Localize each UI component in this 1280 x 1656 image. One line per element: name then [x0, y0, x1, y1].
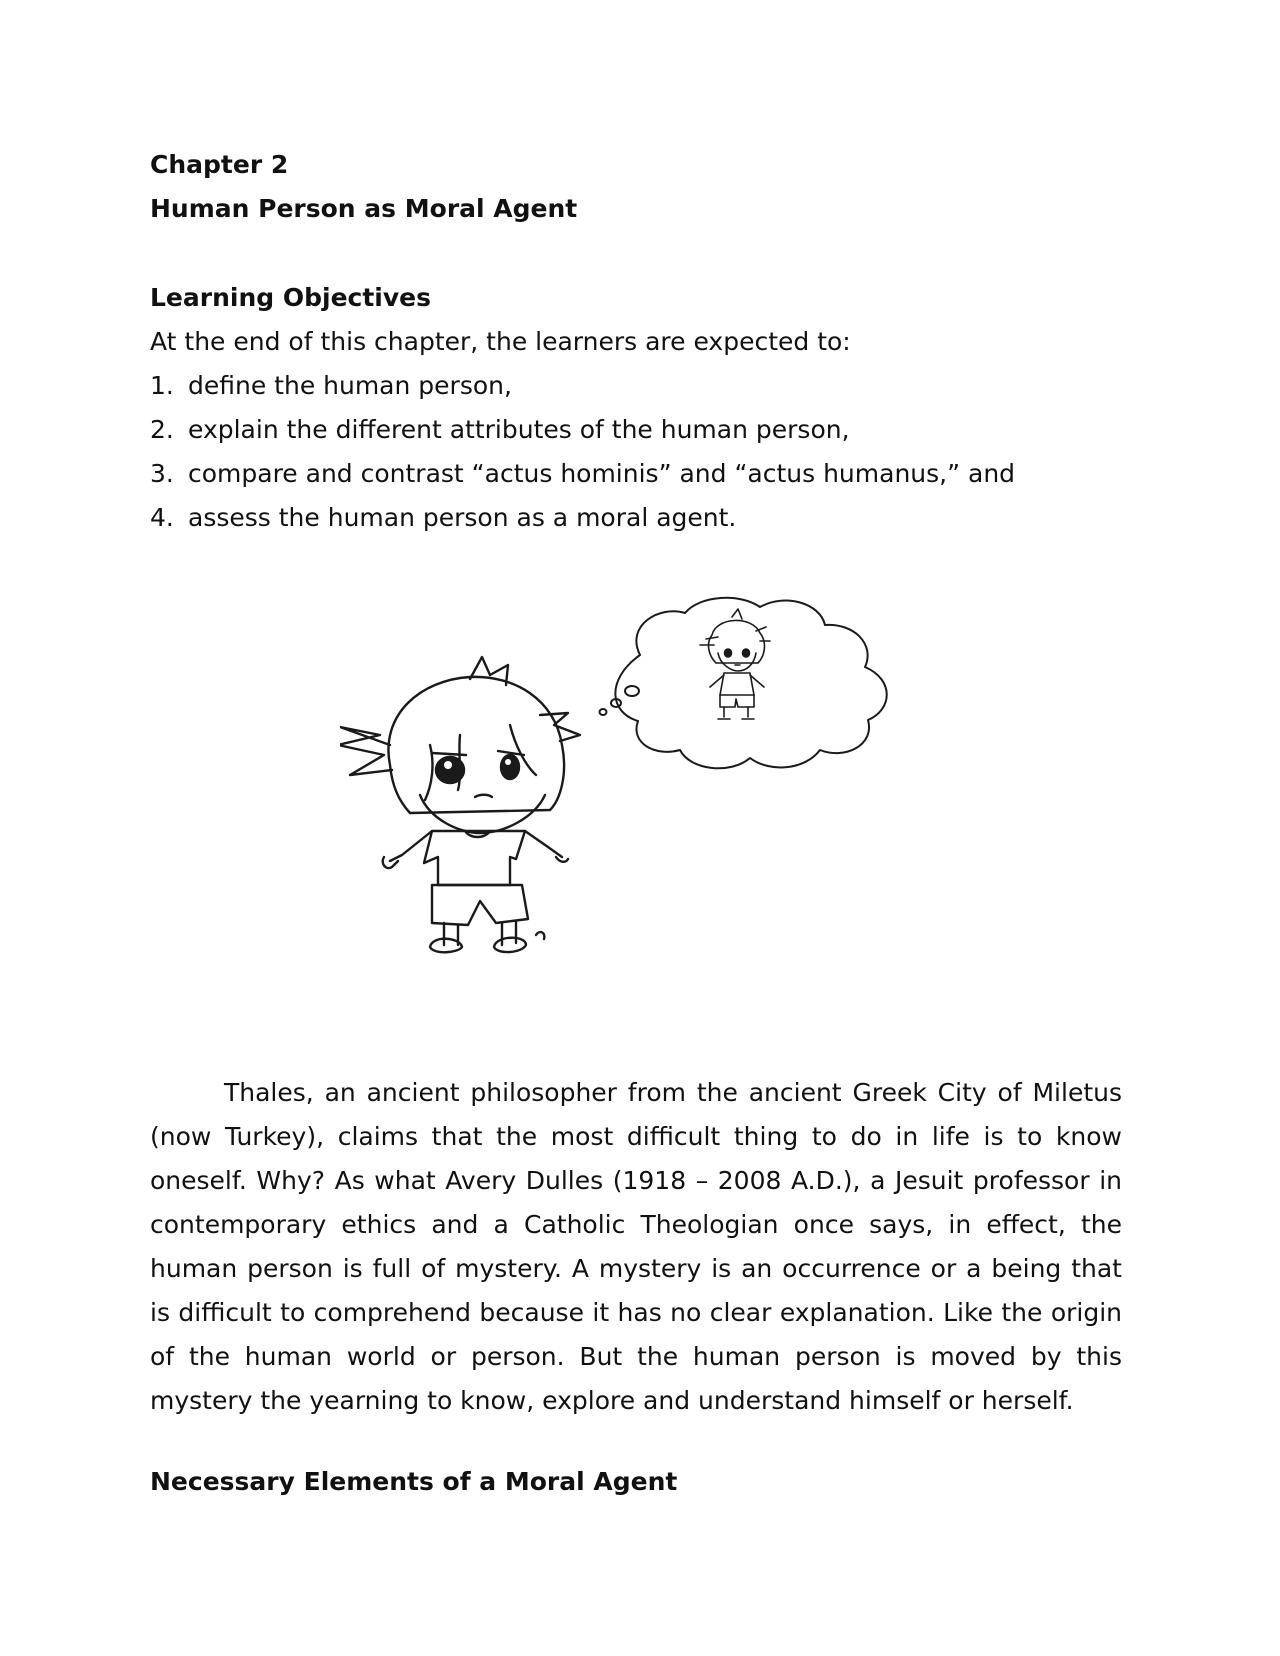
boy-icon: [340, 657, 580, 952]
thinking-boy-illustration: [340, 595, 950, 965]
chapter-number: Chapter 2: [150, 150, 289, 179]
chapter-header: [150, 143, 1122, 231]
list-item: [150, 364, 1122, 408]
small-boy-icon: [700, 609, 770, 719]
list-item-text: explain the different attributes of the human person,: [188, 415, 850, 444]
section-heading: Necessary Elements of a Moral Agent: [150, 1467, 678, 1496]
list-item: [150, 452, 1122, 496]
list-item-text: compare and contrast “actus hominis” and “actus humanus,” and: [188, 459, 1016, 488]
list-item-number: 4.: [150, 503, 174, 532]
list-item-number: 3.: [150, 459, 174, 488]
body-paragraph: Thales, an ancient philosopher from the ancient Greek City of Miletus (now Turkey), claims that the most difficult thing to do in life is to know oneself. Why? As what Avery Dulles (1918 – 2008 A.D.), a Jesuit professor in contemporary ethics and a Catholic Theologian once says, in effect, the human person is full of mystery. A mystery is an occurrence or a being that is difficult to comprehend because it has no clear explanation. Like the origin of the human world or person. But the human person is moved by this mystery the yearning to know, explore and understand himself or herself.: [150, 1078, 1122, 1415]
list-item-text: define the human person,: [188, 371, 512, 400]
list-item-number: 1.: [150, 371, 174, 400]
list-item-text: assess the human person as a moral agent.: [188, 503, 737, 532]
objectives-intro: At the end of this chapter, the learners are expected to:: [150, 327, 851, 356]
chapter-title: Human Person as Moral Agent: [150, 194, 578, 223]
thought-bubble-icon: [600, 598, 887, 768]
learning-objectives: [150, 276, 1122, 540]
objectives-list: [150, 364, 1122, 540]
list-item: [150, 496, 1122, 540]
objectives-heading: Learning Objectives: [150, 283, 431, 312]
list-item: [150, 408, 1122, 452]
list-item-number: 2.: [150, 415, 174, 444]
